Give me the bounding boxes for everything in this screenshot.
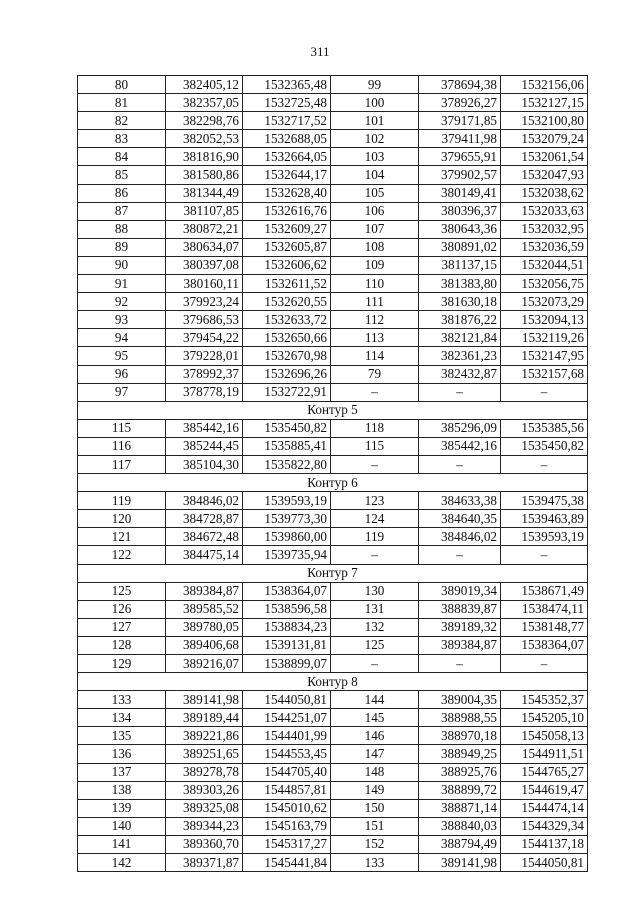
x-coordinate-cell: 382357,05 — [166, 94, 243, 112]
x-coordinate-cell: 389141,98 — [166, 691, 243, 709]
x-coordinate-cell: 385296,09 — [419, 419, 501, 437]
table-row — [78, 293, 588, 311]
table-row — [78, 492, 588, 510]
x-coordinate-cell: 389189,44 — [166, 709, 243, 727]
x-coordinate-cell: 389303,26 — [166, 781, 243, 799]
x-coordinate-cell: 389278,78 — [166, 763, 243, 781]
table-row — [78, 94, 588, 112]
point-number-cell: 112 — [331, 311, 419, 329]
table-row — [78, 709, 588, 727]
point-number-cell: 96 — [78, 365, 166, 383]
table-row — [78, 437, 588, 455]
x-coordinate-cell: 384846,02 — [419, 528, 501, 546]
y-coordinate-cell: 1535822,80 — [243, 455, 331, 473]
x-coordinate-cell: 378992,37 — [166, 365, 243, 383]
y-coordinate-cell: 1545317,27 — [243, 835, 331, 853]
point-number-cell: 151 — [331, 817, 419, 835]
y-coordinate-cell: 1532047,93 — [501, 166, 588, 184]
y-coordinate-cell: 1538148,77 — [501, 618, 588, 636]
x-coordinate-cell: 389221,86 — [166, 727, 243, 745]
point-number-cell: 97 — [78, 383, 166, 401]
y-coordinate-cell: 1532620,55 — [243, 293, 331, 311]
x-coordinate-cell: 381344,49 — [166, 184, 243, 202]
y-coordinate-cell: 1532061,54 — [501, 148, 588, 166]
x-coordinate-cell: 389251,65 — [166, 745, 243, 763]
point-number-cell: – — [331, 383, 419, 401]
y-coordinate-cell: 1532038,62 — [501, 184, 588, 202]
point-number-cell: 122 — [78, 546, 166, 564]
y-coordinate-cell: 1545352,37 — [501, 691, 588, 709]
point-number-cell: 115 — [78, 419, 166, 437]
point-number-cell: 147 — [331, 745, 419, 763]
x-coordinate-cell: 388839,87 — [419, 600, 501, 618]
y-coordinate-cell: 1532628,40 — [243, 184, 331, 202]
x-coordinate-cell: 382361,23 — [419, 347, 501, 365]
x-coordinate-cell: 389384,87 — [166, 582, 243, 600]
y-coordinate-cell: 1544765,27 — [501, 763, 588, 781]
x-coordinate-cell: 379171,85 — [419, 112, 501, 130]
contour-header-row — [78, 673, 588, 691]
y-coordinate-cell: 1538834,23 — [243, 618, 331, 636]
point-number-cell: 133 — [78, 691, 166, 709]
point-number-cell: 84 — [78, 148, 166, 166]
table-row — [78, 311, 588, 329]
x-coordinate-cell: 379923,24 — [166, 293, 243, 311]
x-coordinate-cell: 388794,49 — [419, 835, 501, 853]
point-number-cell: – — [331, 655, 419, 673]
x-coordinate-cell: 389384,87 — [419, 636, 501, 654]
y-coordinate-cell: 1532633,72 — [243, 311, 331, 329]
contour-header-row — [78, 401, 588, 419]
point-number-cell: 119 — [331, 528, 419, 546]
table-row — [78, 582, 588, 600]
point-number-cell: 110 — [331, 275, 419, 293]
y-coordinate-cell: 1535450,82 — [243, 419, 331, 437]
y-coordinate-cell: 1532094,13 — [501, 311, 588, 329]
point-number-cell: 80 — [78, 76, 166, 94]
point-number-cell: 141 — [78, 835, 166, 853]
point-number-cell: 137 — [78, 763, 166, 781]
point-number-cell: 82 — [78, 112, 166, 130]
y-coordinate-cell: 1544137,18 — [501, 835, 588, 853]
y-coordinate-cell: 1544553,45 — [243, 745, 331, 763]
point-number-cell: 100 — [331, 94, 419, 112]
x-coordinate-cell: 382052,53 — [166, 130, 243, 148]
point-number-cell: 114 — [331, 347, 419, 365]
x-coordinate-cell: 388925,76 — [419, 763, 501, 781]
y-coordinate-cell: 1532670,98 — [243, 347, 331, 365]
y-coordinate-cell: 1539475,38 — [501, 492, 588, 510]
table-row — [78, 220, 588, 238]
point-number-cell: 129 — [78, 655, 166, 673]
table-row — [78, 148, 588, 166]
y-coordinate-cell: 1535450,82 — [501, 437, 588, 455]
point-number-cell: 120 — [78, 510, 166, 528]
y-coordinate-cell: 1545010,62 — [243, 799, 331, 817]
point-number-cell: 134 — [78, 709, 166, 727]
contour-title: Контур 5 — [78, 401, 588, 419]
point-number-cell: 133 — [331, 854, 419, 872]
y-coordinate-cell: – — [501, 383, 588, 401]
table-row — [78, 655, 588, 673]
point-number-cell: 140 — [78, 817, 166, 835]
contour-title: Контур 6 — [78, 474, 588, 492]
table-row — [78, 618, 588, 636]
point-number-cell: 99 — [331, 76, 419, 94]
point-number-cell: 95 — [78, 347, 166, 365]
x-coordinate-cell: 379655,91 — [419, 148, 501, 166]
table-row — [78, 166, 588, 184]
x-coordinate-cell: 389141,98 — [419, 854, 501, 872]
y-coordinate-cell: 1532722,91 — [243, 383, 331, 401]
x-coordinate-cell: 379228,01 — [166, 347, 243, 365]
x-coordinate-cell: 388970,18 — [419, 727, 501, 745]
table-row — [78, 854, 588, 872]
point-number-cell: 107 — [331, 220, 419, 238]
y-coordinate-cell: 1544705,40 — [243, 763, 331, 781]
contour-title: Контур 8 — [78, 673, 588, 691]
table-row — [78, 76, 588, 94]
table-row — [78, 546, 588, 564]
y-coordinate-cell: 1544050,81 — [501, 854, 588, 872]
point-number-cell: 130 — [331, 582, 419, 600]
table-row — [78, 817, 588, 835]
point-number-cell: 105 — [331, 184, 419, 202]
x-coordinate-cell: 382121,84 — [419, 329, 501, 347]
point-number-cell: 115 — [331, 437, 419, 455]
x-coordinate-cell: – — [419, 455, 501, 473]
point-number-cell: 81 — [78, 94, 166, 112]
point-number-cell: 103 — [331, 148, 419, 166]
contour-title: Контур 7 — [78, 564, 588, 582]
x-coordinate-cell: 381107,85 — [166, 202, 243, 220]
y-coordinate-cell: 1538474,11 — [501, 600, 588, 618]
x-coordinate-cell: 389780,05 — [166, 618, 243, 636]
table-row — [78, 256, 588, 274]
page-number: 311 — [310, 44, 330, 59]
point-number-cell: 135 — [78, 727, 166, 745]
y-coordinate-cell: 1539860,00 — [243, 528, 331, 546]
y-coordinate-cell: 1532688,05 — [243, 130, 331, 148]
point-number-cell: 91 — [78, 275, 166, 293]
y-coordinate-cell: 1532611,52 — [243, 275, 331, 293]
x-coordinate-cell: 384728,87 — [166, 510, 243, 528]
x-coordinate-cell: 381137,15 — [419, 256, 501, 274]
x-coordinate-cell: 389585,52 — [166, 600, 243, 618]
x-coordinate-cell: 389325,08 — [166, 799, 243, 817]
x-coordinate-cell: 381876,22 — [419, 311, 501, 329]
point-number-cell: 136 — [78, 745, 166, 763]
point-number-cell: 125 — [78, 582, 166, 600]
y-coordinate-cell: 1532650,66 — [243, 329, 331, 347]
point-number-cell: 83 — [78, 130, 166, 148]
x-coordinate-cell: 379454,22 — [166, 329, 243, 347]
x-coordinate-cell: 381383,80 — [419, 275, 501, 293]
point-number-cell: 128 — [78, 636, 166, 654]
y-coordinate-cell: 1532127,15 — [501, 94, 588, 112]
x-coordinate-cell: 388949,25 — [419, 745, 501, 763]
contour-header-row — [78, 564, 588, 582]
table-row — [78, 329, 588, 347]
y-coordinate-cell: 1532073,29 — [501, 293, 588, 311]
y-coordinate-cell: 1532147,95 — [501, 347, 588, 365]
table-row — [78, 528, 588, 546]
x-coordinate-cell: 384640,35 — [419, 510, 501, 528]
y-coordinate-cell: 1532717,52 — [243, 112, 331, 130]
x-coordinate-cell: 379411,98 — [419, 130, 501, 148]
x-coordinate-cell: 389344,23 — [166, 817, 243, 835]
y-coordinate-cell: 1545058,13 — [501, 727, 588, 745]
point-number-cell: 139 — [78, 799, 166, 817]
y-coordinate-cell: 1538596,58 — [243, 600, 331, 618]
x-coordinate-cell: 378694,38 — [419, 76, 501, 94]
point-number-cell: 146 — [331, 727, 419, 745]
y-coordinate-cell: 1532365,48 — [243, 76, 331, 94]
y-coordinate-cell: – — [501, 655, 588, 673]
y-coordinate-cell: 1539593,19 — [243, 492, 331, 510]
point-number-cell: 113 — [331, 329, 419, 347]
x-coordinate-cell: – — [419, 655, 501, 673]
point-number-cell: 138 — [78, 781, 166, 799]
y-coordinate-cell: 1539735,94 — [243, 546, 331, 564]
x-coordinate-cell: 380160,11 — [166, 275, 243, 293]
y-coordinate-cell: 1539463,89 — [501, 510, 588, 528]
y-coordinate-cell: 1544474,14 — [501, 799, 588, 817]
y-coordinate-cell: 1544619,47 — [501, 781, 588, 799]
x-coordinate-cell: 385442,16 — [419, 437, 501, 455]
y-coordinate-cell: 1532157,68 — [501, 365, 588, 383]
table-row — [78, 745, 588, 763]
table-row — [78, 365, 588, 383]
table-row — [78, 835, 588, 853]
point-number-cell: 101 — [331, 112, 419, 130]
coordinates-table — [77, 75, 588, 872]
point-number-cell: 132 — [331, 618, 419, 636]
table-row — [78, 275, 588, 293]
x-coordinate-cell: 385104,30 — [166, 455, 243, 473]
y-coordinate-cell: 1544401,99 — [243, 727, 331, 745]
table-row — [78, 112, 588, 130]
x-coordinate-cell: 379902,57 — [419, 166, 501, 184]
y-coordinate-cell: 1544251,07 — [243, 709, 331, 727]
point-number-cell: 119 — [78, 492, 166, 510]
y-coordinate-cell: 1532696,26 — [243, 365, 331, 383]
y-coordinate-cell: 1535385,56 — [501, 419, 588, 437]
y-coordinate-cell: 1532100,80 — [501, 112, 588, 130]
x-coordinate-cell: 382405,12 — [166, 76, 243, 94]
point-number-cell: 118 — [331, 419, 419, 437]
y-coordinate-cell: 1532644,17 — [243, 166, 331, 184]
x-coordinate-cell: 380643,36 — [419, 220, 501, 238]
x-coordinate-cell: 385244,45 — [166, 437, 243, 455]
point-number-cell: 121 — [78, 528, 166, 546]
y-coordinate-cell: 1545205,10 — [501, 709, 588, 727]
table-row — [78, 763, 588, 781]
y-coordinate-cell: 1532605,87 — [243, 238, 331, 256]
x-coordinate-cell: 382298,76 — [166, 112, 243, 130]
x-coordinate-cell: 380891,02 — [419, 238, 501, 256]
y-coordinate-cell: 1544857,81 — [243, 781, 331, 799]
y-coordinate-cell: 1539593,19 — [501, 528, 588, 546]
point-number-cell: 150 — [331, 799, 419, 817]
point-number-cell: 131 — [331, 600, 419, 618]
point-number-cell: – — [331, 546, 419, 564]
table-row — [78, 383, 588, 401]
x-coordinate-cell: 385442,16 — [166, 419, 243, 437]
table-row — [78, 727, 588, 745]
point-number-cell: – — [331, 455, 419, 473]
y-coordinate-cell: 1532609,27 — [243, 220, 331, 238]
x-coordinate-cell: 389019,34 — [419, 582, 501, 600]
table-row — [78, 691, 588, 709]
y-coordinate-cell: 1545441,84 — [243, 854, 331, 872]
x-coordinate-cell: 388871,14 — [419, 799, 501, 817]
point-number-cell: 152 — [331, 835, 419, 853]
point-number-cell: 106 — [331, 202, 419, 220]
x-coordinate-cell: 381580,86 — [166, 166, 243, 184]
y-coordinate-cell: 1538364,07 — [243, 582, 331, 600]
x-coordinate-cell: 381816,90 — [166, 148, 243, 166]
y-coordinate-cell: 1532119,26 — [501, 329, 588, 347]
x-coordinate-cell: 380397,08 — [166, 256, 243, 274]
x-coordinate-cell: 380634,07 — [166, 238, 243, 256]
x-coordinate-cell: 388988,55 — [419, 709, 501, 727]
table-row — [78, 419, 588, 437]
x-coordinate-cell: 380396,37 — [419, 202, 501, 220]
x-coordinate-cell: 382432,87 — [419, 365, 501, 383]
table-row — [78, 781, 588, 799]
y-coordinate-cell: 1544911,51 — [501, 745, 588, 763]
y-coordinate-cell: 1532664,05 — [243, 148, 331, 166]
y-coordinate-cell: – — [501, 455, 588, 473]
point-number-cell: 116 — [78, 437, 166, 455]
point-number-cell: 79 — [331, 365, 419, 383]
y-coordinate-cell: 1538364,07 — [501, 636, 588, 654]
point-number-cell: 87 — [78, 202, 166, 220]
point-number-cell: 86 — [78, 184, 166, 202]
y-coordinate-cell: 1532033,63 — [501, 202, 588, 220]
x-coordinate-cell: 388899,72 — [419, 781, 501, 799]
x-coordinate-cell: 389216,07 — [166, 655, 243, 673]
y-coordinate-cell: 1532616,76 — [243, 202, 331, 220]
y-coordinate-cell: 1532036,59 — [501, 238, 588, 256]
point-number-cell: 124 — [331, 510, 419, 528]
x-coordinate-cell: 381630,18 — [419, 293, 501, 311]
point-number-cell: 109 — [331, 256, 419, 274]
point-number-cell: 149 — [331, 781, 419, 799]
y-coordinate-cell: 1532606,62 — [243, 256, 331, 274]
x-coordinate-cell: 384672,48 — [166, 528, 243, 546]
x-coordinate-cell: 384475,14 — [166, 546, 243, 564]
point-number-cell: 123 — [331, 492, 419, 510]
table-row — [78, 184, 588, 202]
table-row — [78, 600, 588, 618]
point-number-cell: 85 — [78, 166, 166, 184]
y-coordinate-cell: 1532044,51 — [501, 256, 588, 274]
y-coordinate-cell: 1538899,07 — [243, 655, 331, 673]
table-row — [78, 130, 588, 148]
point-number-cell: 102 — [331, 130, 419, 148]
point-number-cell: 108 — [331, 238, 419, 256]
point-number-cell: 90 — [78, 256, 166, 274]
y-coordinate-cell: 1538671,49 — [501, 582, 588, 600]
y-coordinate-cell: 1532079,24 — [501, 130, 588, 148]
point-number-cell: 125 — [331, 636, 419, 654]
x-coordinate-cell: 379686,53 — [166, 311, 243, 329]
x-coordinate-cell: 389360,70 — [166, 835, 243, 853]
point-number-cell: 88 — [78, 220, 166, 238]
y-coordinate-cell: 1532056,75 — [501, 275, 588, 293]
table-row — [78, 202, 588, 220]
table-row — [78, 347, 588, 365]
y-coordinate-cell: 1535885,41 — [243, 437, 331, 455]
point-number-cell: 94 — [78, 329, 166, 347]
point-number-cell: 126 — [78, 600, 166, 618]
point-number-cell: 127 — [78, 618, 166, 636]
y-coordinate-cell: – — [501, 546, 588, 564]
x-coordinate-cell: – — [419, 383, 501, 401]
x-coordinate-cell: 380149,41 — [419, 184, 501, 202]
y-coordinate-cell: 1532156,06 — [501, 76, 588, 94]
point-number-cell: 92 — [78, 293, 166, 311]
contour-header-row — [78, 474, 588, 492]
x-coordinate-cell: 389371,87 — [166, 854, 243, 872]
point-number-cell: 104 — [331, 166, 419, 184]
x-coordinate-cell: 389189,32 — [419, 618, 501, 636]
x-coordinate-cell: 384846,02 — [166, 492, 243, 510]
table-row — [78, 636, 588, 654]
x-coordinate-cell: – — [419, 546, 501, 564]
table-row — [78, 455, 588, 473]
point-number-cell: 145 — [331, 709, 419, 727]
table-row — [78, 238, 588, 256]
y-coordinate-cell: 1532725,48 — [243, 94, 331, 112]
point-number-cell: 144 — [331, 691, 419, 709]
y-coordinate-cell: 1539131,81 — [243, 636, 331, 654]
y-coordinate-cell: 1544329,34 — [501, 817, 588, 835]
point-number-cell: 142 — [78, 854, 166, 872]
table-row — [78, 510, 588, 528]
point-number-cell: 111 — [331, 293, 419, 311]
x-coordinate-cell: 389406,68 — [166, 636, 243, 654]
point-number-cell: 117 — [78, 455, 166, 473]
coordinates-table-body — [78, 76, 588, 872]
point-number-cell: 148 — [331, 763, 419, 781]
x-coordinate-cell: 388840,03 — [419, 817, 501, 835]
x-coordinate-cell: 384633,38 — [419, 492, 501, 510]
y-coordinate-cell: 1545163,79 — [243, 817, 331, 835]
point-number-cell: 93 — [78, 311, 166, 329]
y-coordinate-cell: 1544050,81 — [243, 691, 331, 709]
x-coordinate-cell: 378926,27 — [419, 94, 501, 112]
x-coordinate-cell: 380872,21 — [166, 220, 243, 238]
x-coordinate-cell: 378778,19 — [166, 383, 243, 401]
x-coordinate-cell: 389004,35 — [419, 691, 501, 709]
table-row — [78, 799, 588, 817]
y-coordinate-cell: 1532032,95 — [501, 220, 588, 238]
y-coordinate-cell: 1539773,30 — [243, 510, 331, 528]
point-number-cell: 89 — [78, 238, 166, 256]
